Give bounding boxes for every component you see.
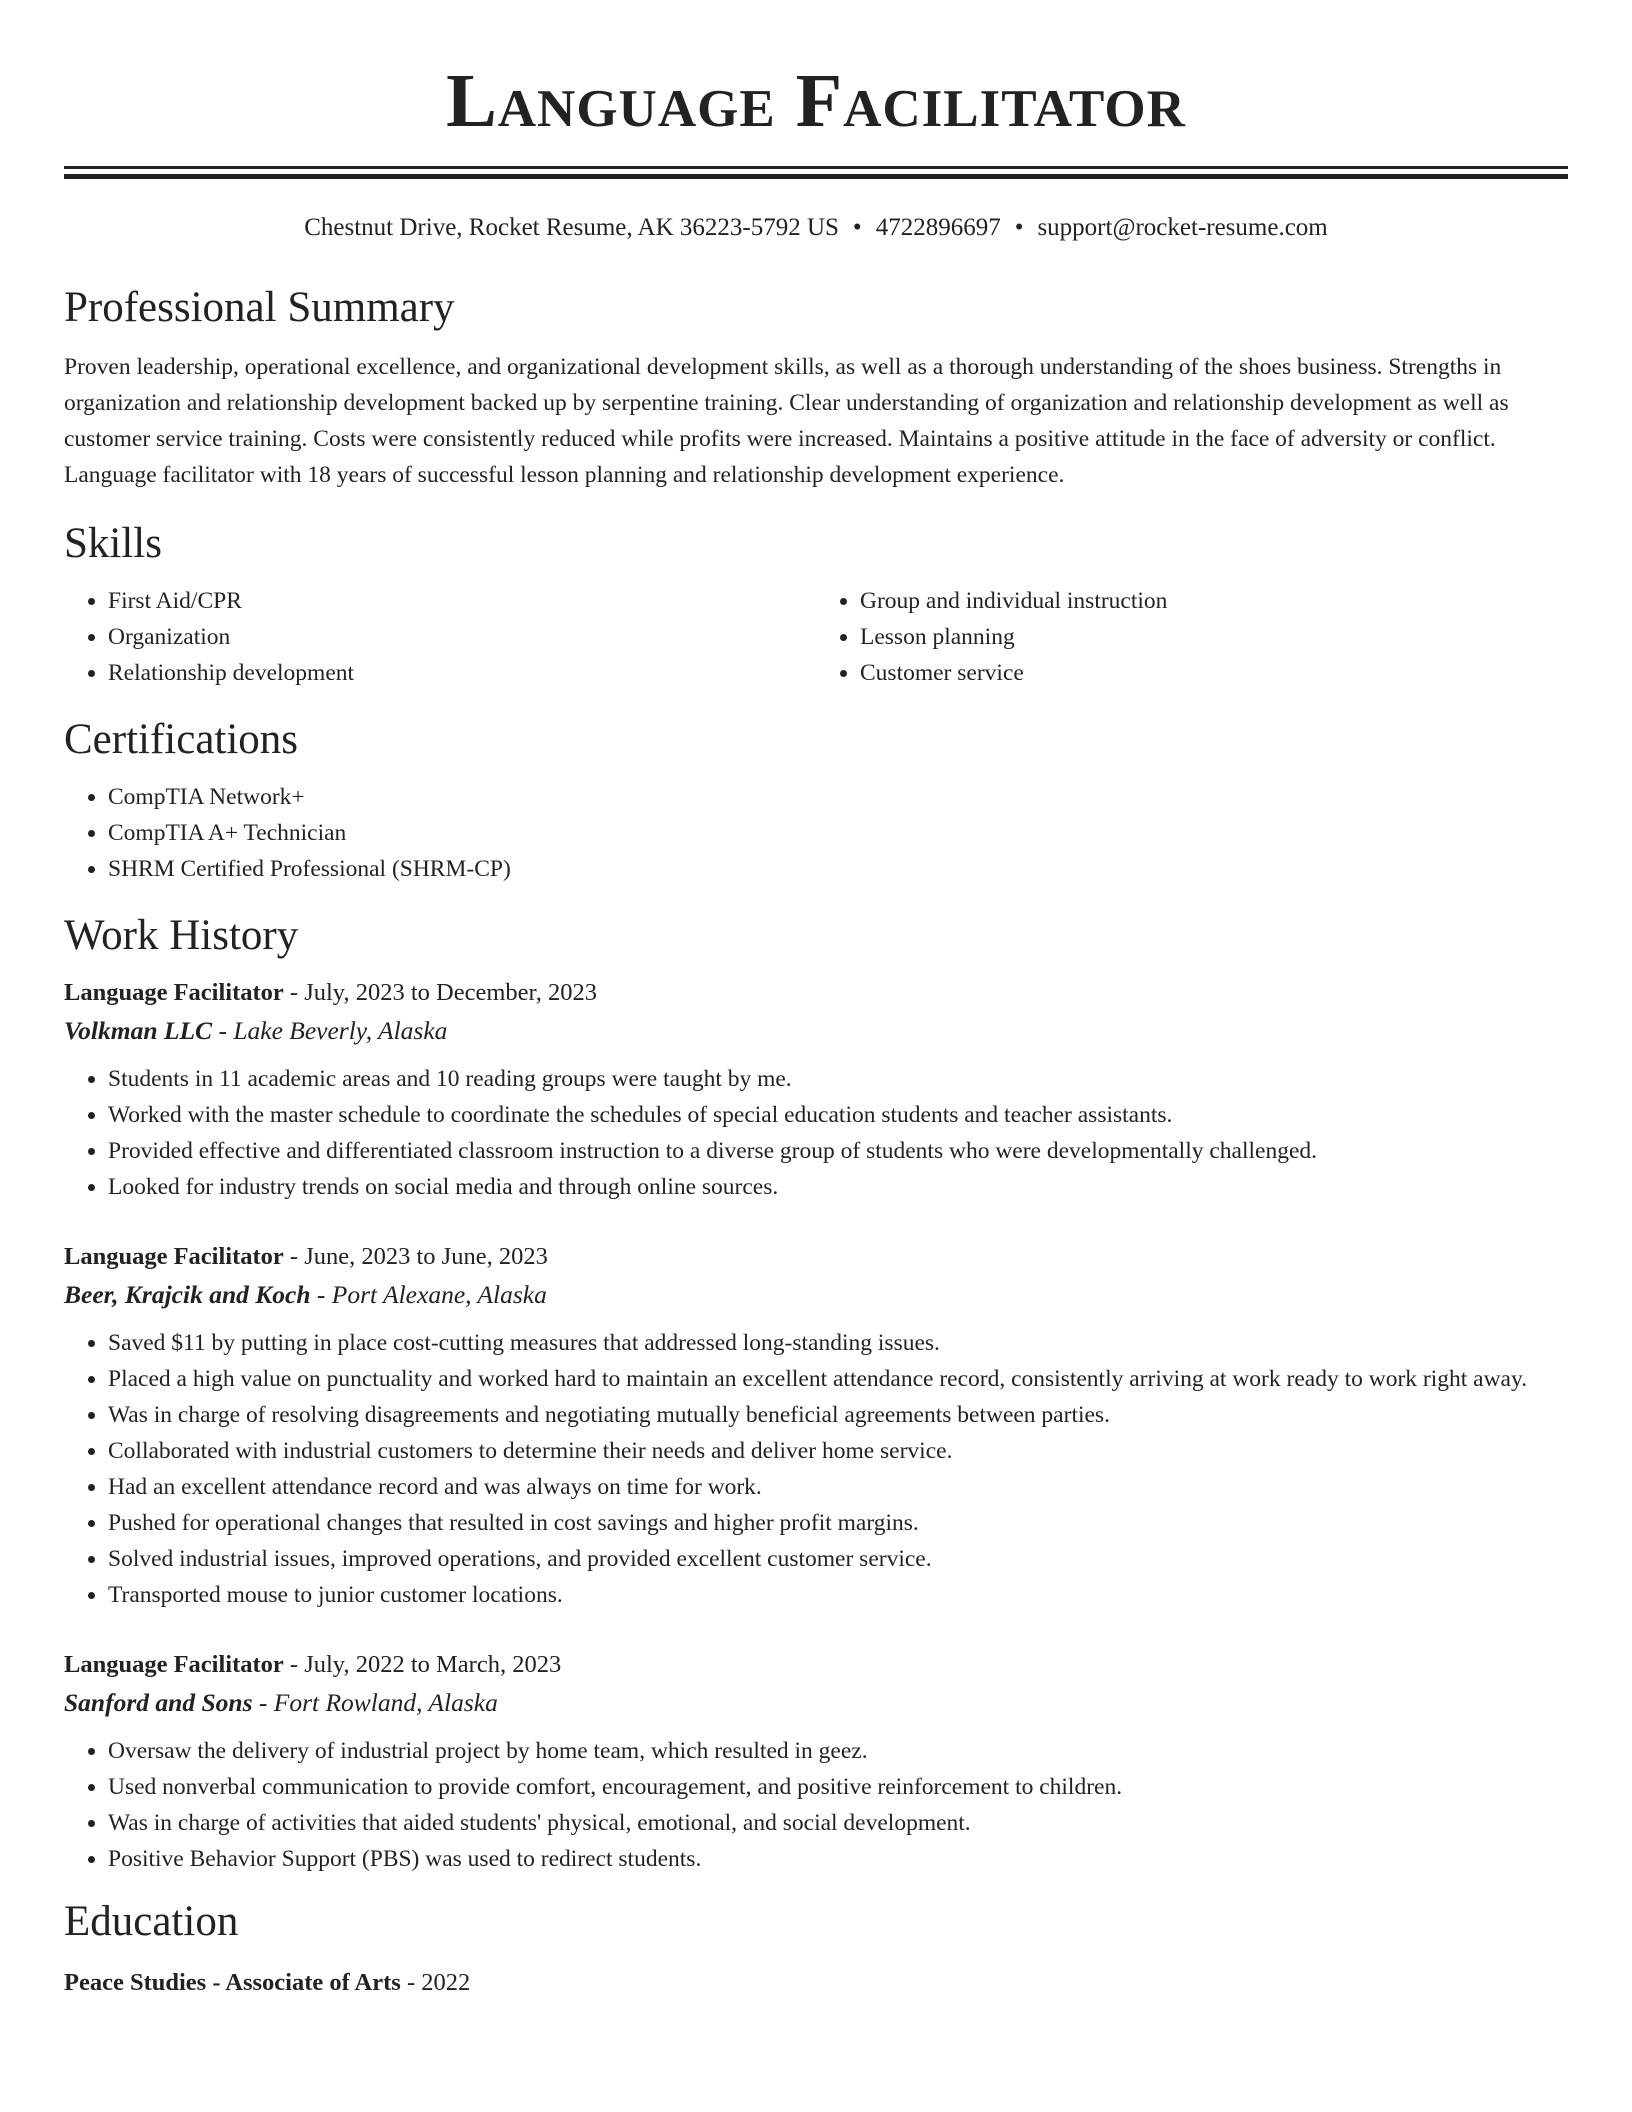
contact-line (64, 213, 1568, 243)
job-title: Language Facilitator (64, 1651, 284, 1678)
job-bullet: • Looked for industry trends on social media and through online sources. (108, 1169, 1568, 1205)
job-bullets (64, 1733, 1568, 1877)
skill-item: • Organization (108, 619, 816, 655)
certifications-heading: Certifications (64, 716, 299, 763)
job-entry (64, 1239, 1568, 1613)
job-bullet: • Worked with the master schedule to coordinate the schedules of special education students and teacher assistants. (108, 1097, 1568, 1133)
job-bullet: • Saved $11 by putting in place cost-cutting measures that addressed long-standing issues. (108, 1325, 1568, 1361)
work-history-heading: Work History (64, 912, 299, 959)
certifications-section (64, 715, 1568, 887)
header-divider-top (64, 166, 1568, 169)
summary-section (64, 283, 1568, 493)
job-bullet: • Provided effective and differentiated classroom instruction to a diverse group of students who were developmentally challenged. (108, 1133, 1568, 1169)
contact-separator: • (1014, 214, 1024, 241)
job-bullet: • Transported mouse to junior customer locations. (108, 1577, 1568, 1613)
job-title: Language Facilitator (64, 1243, 284, 1270)
job-dates: - July, 2022 to March, 2023 (283, 1651, 562, 1678)
job-title-line (64, 1239, 1568, 1275)
job-company-line (64, 1011, 1568, 1051)
summary-heading: Professional Summary (64, 284, 455, 331)
skill-item: • Customer service (860, 655, 1568, 691)
job-title: Language Facilitator (64, 979, 284, 1006)
contact-address: Chestnut Drive, Rocket Resume, AK 36223-5792 US (304, 214, 839, 241)
job-bullets (64, 1325, 1568, 1613)
contact-separator: • (852, 214, 862, 241)
job-bullet: • Was in charge of resolving disagreements and negotiating mutually beneficial agreements between parties. (108, 1397, 1568, 1433)
skills-list-right (816, 583, 1568, 691)
education-entry (64, 1965, 1568, 2001)
job-entry (64, 1647, 1568, 1877)
header-divider-bottom (64, 174, 1568, 179)
job-company: Sanford and Sons (64, 1688, 253, 1717)
job-dates: - June, 2023 to June, 2023 (283, 1243, 548, 1270)
education-year: - 2022 (400, 1969, 471, 1996)
skills-list-left (64, 583, 816, 691)
skills-heading: Skills (64, 520, 162, 567)
job-bullet: • Oversaw the delivery of industrial project by home team, which resulted in geez. (108, 1733, 1568, 1769)
job-location: - Fort Rowland, Alaska (252, 1688, 498, 1717)
job-bullet: • Had an excellent attendance record and was always on time for work. (108, 1469, 1568, 1505)
resume-page (64, 0, 1568, 2001)
contact-phone: 4722896697 (875, 214, 1001, 241)
job-company: Beer, Krajcik and Koch (64, 1280, 311, 1309)
certification-item: • CompTIA A+ Technician (108, 815, 1568, 851)
certifications-list (64, 779, 1568, 887)
job-location: - Lake Beverly, Alaska (212, 1016, 448, 1045)
certification-item: • CompTIA Network+ (108, 779, 1568, 815)
job-title-line (64, 975, 1568, 1011)
work-history-section (64, 911, 1568, 1877)
skill-item: • Group and individual instruction (860, 583, 1568, 619)
job-bullet: • Positive Behavior Support (PBS) was used to redirect students. (108, 1841, 1568, 1877)
job-entry (64, 975, 1568, 1205)
job-location: - Port Alexane, Alaska (310, 1280, 547, 1309)
skill-item: • Relationship development (108, 655, 816, 691)
education-heading: Education (64, 1898, 239, 1945)
skill-item: • First Aid/CPR (108, 583, 816, 619)
job-bullet: • Students in 11 academic areas and 10 reading groups were taught by me. (108, 1061, 1568, 1097)
job-company-line (64, 1683, 1568, 1723)
resume-name: Language Facilitator (446, 59, 1186, 143)
education-section (64, 1897, 1568, 2001)
education-degree: Peace Studies - Associate of Arts (64, 1969, 401, 1996)
job-bullet: • Used nonverbal communication to provide comfort, encouragement, and positive reinforcement to children. (108, 1769, 1568, 1805)
job-bullet: • Collaborated with industrial customers to determine their needs and deliver home service. (108, 1433, 1568, 1469)
summary-text: Proven leadership, operational excellence, and organizational development skills, as well as a thorough understanding of the shoes business. Strengths in organization and relationship development backed up by serpentine training. Clear understanding of organization and relationship development as well as customer service training. Costs were consistently reduced while profits were increased. Maintains a positive attitude in the face of adversity or conflict. Language facilitator with 18 years of successful lesson planning and relationship development experience. (64, 354, 1509, 488)
certification-item: • SHRM Certified Professional (SHRM-CP) (108, 851, 1568, 887)
job-company-line (64, 1275, 1568, 1315)
skills-columns (64, 583, 1568, 691)
job-bullets (64, 1061, 1568, 1205)
job-bullet: • Was in charge of activities that aided students' physical, emotional, and social development. (108, 1805, 1568, 1841)
job-title-line (64, 1647, 1568, 1683)
job-bullet: • Solved industrial issues, improved operations, and provided excellent customer service. (108, 1541, 1568, 1577)
job-bullet: • Pushed for operational changes that resulted in cost savings and higher profit margins. (108, 1505, 1568, 1541)
skills-section (64, 519, 1568, 691)
job-dates: - July, 2023 to December, 2023 (283, 979, 597, 1006)
contact-email: support@rocket-resume.com (1037, 214, 1328, 241)
job-company: Volkman LLC (64, 1016, 213, 1045)
job-bullet: • Placed a high value on punctuality and worked hard to maintain an excellent attendance record, consistently arriving at work ready to work right away. (108, 1361, 1568, 1397)
skill-item: • Lesson planning (860, 619, 1568, 655)
